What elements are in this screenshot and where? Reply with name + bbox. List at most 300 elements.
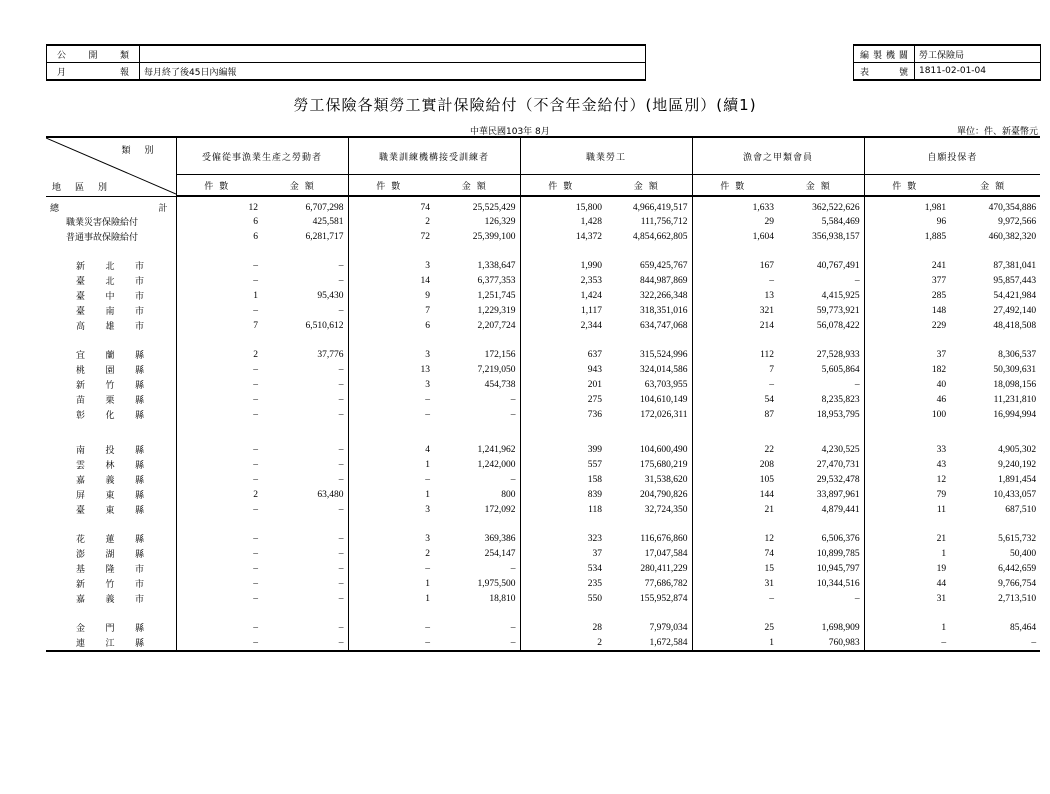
region-label: 臺東縣 — [76, 506, 144, 516]
public-value — [140, 45, 646, 63]
count-cell: 12 — [176, 196, 262, 214]
amount-cell: – — [510, 394, 516, 405]
count-cell: 13 — [348, 362, 434, 377]
spacer-cell — [692, 606, 778, 620]
amount-cell: – — [510, 474, 516, 485]
amount-cell: 6,506,376 — [821, 533, 860, 544]
amount-cell: 172,156 — [484, 349, 516, 360]
row-label — [46, 214, 176, 229]
count-cell: – — [176, 362, 262, 377]
count-cell: – — [176, 576, 262, 591]
spacer-cell — [778, 422, 864, 442]
amount-cell: – — [338, 548, 344, 559]
amount-cell: 17,047,584 — [644, 548, 688, 559]
count-cell: 208 — [692, 457, 778, 472]
amount-cell: 56,078,422 — [816, 320, 860, 331]
row-label — [46, 196, 176, 214]
spacer-cell — [176, 244, 262, 258]
region-label: 南投縣 — [76, 446, 144, 456]
amount-cell: 18,810 — [489, 593, 516, 604]
count-cell: 14 — [348, 273, 434, 288]
count-cell: 79 — [864, 487, 950, 502]
count-cell: 2 — [176, 487, 262, 502]
amount-cell: 5,584,469 — [821, 216, 860, 227]
amount-cell: 9,766,754 — [998, 578, 1037, 589]
count-cell: – — [176, 258, 262, 273]
row-label — [46, 487, 176, 502]
count-cell: 1 — [864, 620, 950, 635]
spacer-cell — [778, 606, 864, 620]
spacer-cell — [520, 422, 606, 442]
spacer-cell — [778, 517, 864, 531]
amount-cell: – — [338, 379, 344, 390]
count-cell: 54 — [692, 392, 778, 407]
count-cell: 1 — [348, 457, 434, 472]
amount-cell: 6,281,717 — [305, 231, 344, 242]
region-label: 臺北市 — [76, 277, 144, 287]
spacer-cell — [262, 333, 348, 347]
spacer-row — [46, 422, 1040, 442]
amount-cell: – — [338, 563, 344, 574]
count-cell: 275 — [520, 392, 606, 407]
amount-cell: – — [434, 635, 520, 651]
amount-header: 金額 — [434, 175, 520, 197]
count-cell: 1 — [692, 635, 778, 651]
corner-region-label: 地區別 — [52, 182, 122, 193]
region-row — [46, 457, 1040, 472]
region-row — [46, 407, 1040, 422]
spacer-cell — [434, 333, 520, 347]
row-label — [46, 392, 176, 407]
count-cell: – — [176, 620, 262, 635]
count-cell: – — [176, 502, 262, 517]
count-header: 件數 — [176, 175, 262, 197]
count-cell: – — [176, 546, 262, 561]
amount-cell: 204,790,826 — [640, 489, 688, 500]
amount-cell: 1,891,454 — [998, 474, 1037, 485]
count-cell: 40 — [864, 377, 950, 392]
count-cell: 31 — [692, 576, 778, 591]
spacer-cell — [692, 422, 778, 442]
amount-cell: 315,524,996 — [640, 349, 688, 360]
amount-cell: 27,528,933 — [816, 349, 860, 360]
spacer-cell — [262, 422, 348, 442]
count-cell: 21 — [864, 531, 950, 546]
amount-cell: – — [338, 305, 344, 316]
amount-cell: – — [510, 409, 516, 420]
count-cell: 21 — [692, 502, 778, 517]
count-cell: – — [176, 531, 262, 546]
amount-cell: 40,767,491 — [816, 260, 860, 271]
row-label — [46, 442, 176, 457]
count-cell: 19 — [864, 561, 950, 576]
region-row — [46, 561, 1040, 576]
amount-cell: 7,979,034 — [649, 622, 688, 633]
row-label — [46, 576, 176, 591]
region-row — [46, 502, 1040, 517]
count-cell: – — [176, 591, 262, 606]
amount-cell: – — [338, 622, 344, 633]
count-cell: 96 — [864, 214, 950, 229]
amount-cell: – — [338, 409, 344, 420]
amount-cell: 27,470,731 — [816, 459, 860, 470]
amount-cell: 1,338,647 — [477, 260, 516, 271]
report-info-left — [46, 44, 646, 81]
region-label: 彰化縣 — [76, 411, 144, 421]
amount-header: 金額 — [950, 175, 1040, 197]
spacer-cell — [46, 422, 176, 442]
amount-cell: 104,600,490 — [640, 444, 688, 455]
count-cell: – — [692, 591, 778, 606]
amount-cell: 254,147 — [484, 548, 516, 559]
spacer-cell — [606, 606, 692, 620]
amount-cell: 175,680,219 — [640, 459, 688, 470]
region-row — [46, 273, 1040, 288]
spacer-cell — [606, 333, 692, 347]
amount-cell: 844,987,869 — [640, 275, 688, 286]
count-cell: 323 — [520, 531, 606, 546]
count-cell: 12 — [864, 472, 950, 487]
count-cell: 33 — [864, 442, 950, 457]
count-cell: 1 — [348, 591, 434, 606]
count-cell: – — [176, 442, 262, 457]
count-cell: 1 — [348, 487, 434, 502]
form-label: 表號 — [854, 63, 915, 81]
count-cell: 1 — [176, 288, 262, 303]
amount-cell: 29,532,478 — [816, 474, 860, 485]
total-label: 總計 — [50, 203, 168, 214]
amount-cell: 172,026,311 — [640, 409, 688, 420]
region-row — [46, 546, 1040, 561]
count-cell: 1,424 — [520, 288, 606, 303]
count-cell: 6 — [176, 214, 262, 229]
row-label — [46, 591, 176, 606]
row-label — [46, 472, 176, 487]
count-cell: – — [348, 635, 434, 651]
amount-cell: 4,905,302 — [998, 444, 1037, 455]
table-body — [46, 196, 1040, 651]
spacer-cell — [176, 517, 262, 531]
amount-cell: 1,251,745 — [477, 290, 516, 301]
count-cell: – — [176, 273, 262, 288]
count-header: 件數 — [348, 175, 434, 197]
count-cell: 46 — [864, 392, 950, 407]
spacer-cell — [864, 244, 950, 258]
count-cell: 214 — [692, 318, 778, 333]
amount-cell: 10,433,057 — [993, 489, 1037, 500]
row-label — [46, 531, 176, 546]
subheader-row — [46, 175, 1040, 197]
spacer-cell — [692, 517, 778, 531]
corner-category-label: 類別 — [121, 146, 168, 156]
row-label — [46, 407, 176, 422]
amount-cell: 760,983 — [778, 635, 864, 651]
amount-cell: – — [262, 635, 348, 651]
spacer-cell — [692, 244, 778, 258]
amount-cell: 31,538,620 — [644, 474, 688, 485]
amount-cell: 9,972,566 — [998, 216, 1037, 227]
amount-cell: – — [338, 275, 344, 286]
count-cell: 1,885 — [864, 229, 950, 244]
amount-cell: 25,525,429 — [472, 202, 516, 213]
spacer-cell — [950, 606, 1040, 620]
amount-cell: 369,386 — [484, 533, 516, 544]
amount-cell: 425,581 — [312, 216, 344, 227]
amount-cell: 362,522,626 — [812, 202, 860, 213]
region-row — [46, 303, 1040, 318]
count-cell: 839 — [520, 487, 606, 502]
amount-cell: 4,854,662,805 — [632, 231, 688, 242]
count-cell: 2 — [348, 546, 434, 561]
spacer-cell — [434, 517, 520, 531]
count-cell: 3 — [348, 377, 434, 392]
period-value: 每月終了後45日內編報 — [140, 63, 646, 81]
amount-cell: 659,425,767 — [640, 260, 688, 271]
total-row — [46, 196, 1040, 214]
row-label — [46, 620, 176, 635]
form-value: 1811-02-01-04 — [915, 63, 1041, 81]
amount-cell: – — [338, 364, 344, 375]
region-row — [46, 531, 1040, 546]
row-label — [46, 258, 176, 273]
amount-cell: 104,610,149 — [640, 394, 688, 405]
amount-cell: 18,098,156 — [993, 379, 1037, 390]
amount-cell: 1,241,962 — [477, 444, 516, 455]
amount-cell: 10,899,785 — [816, 548, 860, 559]
count-cell: 7 — [176, 318, 262, 333]
row-label — [46, 347, 176, 362]
region-label: 臺中市 — [76, 292, 144, 302]
region-label: 高雄市 — [76, 322, 144, 332]
count-cell: 44 — [864, 576, 950, 591]
benefits-table — [46, 136, 1040, 652]
amount-cell: 4,966,419,517 — [632, 202, 688, 213]
amount-cell: 318,351,016 — [640, 305, 688, 316]
count-cell: 148 — [864, 303, 950, 318]
amount-cell: 32,724,350 — [644, 504, 688, 515]
count-cell: 13 — [692, 288, 778, 303]
row-label — [46, 303, 176, 318]
count-cell: 2 — [348, 214, 434, 229]
row-label — [46, 377, 176, 392]
count-cell: 229 — [864, 318, 950, 333]
count-cell: 118 — [520, 502, 606, 517]
amount-cell: 4,230,525 — [821, 444, 860, 455]
region-row — [46, 377, 1040, 392]
spacer-cell — [46, 517, 176, 531]
region-row — [46, 318, 1040, 333]
amount-cell: – — [338, 533, 344, 544]
count-cell: – — [176, 392, 262, 407]
row-label — [46, 546, 176, 561]
region-row — [46, 620, 1040, 635]
spacer-cell — [348, 244, 434, 258]
report-info-right — [853, 44, 1041, 81]
count-cell: 399 — [520, 442, 606, 457]
amount-cell: – — [854, 593, 860, 604]
spacer-cell — [434, 244, 520, 258]
count-cell: 534 — [520, 561, 606, 576]
row-label — [46, 502, 176, 517]
group-header: 受僱從事漁業生產之勞動者 — [176, 137, 348, 175]
spacer-cell — [348, 606, 434, 620]
amount-cell: 9,240,192 — [998, 459, 1037, 470]
count-cell: 4 — [348, 442, 434, 457]
category-row — [46, 214, 1040, 229]
amount-cell: – — [338, 459, 344, 470]
amount-cell: 454,738 — [484, 379, 516, 390]
count-cell: 74 — [348, 196, 434, 214]
amount-cell: 2,207,724 — [477, 320, 516, 331]
row-label — [46, 635, 176, 651]
amount-cell: 77,686,782 — [644, 578, 688, 589]
count-cell: 167 — [692, 258, 778, 273]
region-row — [46, 635, 1040, 651]
spacer-cell — [176, 422, 262, 442]
amount-cell: 6,377,353 — [477, 275, 516, 286]
spacer-row — [46, 244, 1040, 258]
spacer-cell — [778, 244, 864, 258]
spacer-cell — [950, 517, 1040, 531]
spacer-row — [46, 517, 1040, 531]
spacer-cell — [348, 517, 434, 531]
spacer-cell — [606, 422, 692, 442]
amount-cell: – — [338, 504, 344, 515]
count-cell: 37 — [520, 546, 606, 561]
region-label: 嘉義縣 — [76, 476, 144, 486]
amount-header: 金額 — [606, 175, 692, 197]
spacer-cell — [778, 333, 864, 347]
row-label — [46, 457, 176, 472]
count-cell: – — [692, 273, 778, 288]
category-row — [46, 229, 1040, 244]
count-header: 件數 — [864, 175, 950, 197]
spacer-cell — [262, 606, 348, 620]
count-cell: 550 — [520, 591, 606, 606]
region-label: 連江縣 — [76, 639, 144, 649]
count-cell: 1,990 — [520, 258, 606, 273]
amount-cell: 8,235,823 — [821, 394, 860, 405]
count-cell: 74 — [692, 546, 778, 561]
count-cell: 43 — [864, 457, 950, 472]
amount-cell: 4,879,441 — [821, 504, 860, 515]
count-cell: 7 — [348, 303, 434, 318]
amount-cell: 63,480 — [317, 489, 344, 500]
region-label: 雲林縣 — [76, 461, 144, 471]
count-cell: 100 — [864, 407, 950, 422]
count-cell: 15,800 — [520, 196, 606, 214]
category-label: 普通事故保險給付 — [66, 233, 139, 243]
amount-cell: 87,381,041 — [993, 260, 1037, 271]
amount-cell: – — [510, 563, 516, 574]
amount-cell: – — [338, 260, 344, 271]
count-cell: 72 — [348, 229, 434, 244]
amount-cell: 322,266,348 — [640, 290, 688, 301]
spacer-cell — [348, 422, 434, 442]
region-label: 嘉義市 — [76, 595, 144, 605]
count-cell: 158 — [520, 472, 606, 487]
spacer-cell — [950, 333, 1040, 347]
region-label: 新北市 — [76, 262, 144, 272]
count-cell: – — [176, 472, 262, 487]
amount-cell: 1,975,500 — [477, 578, 516, 589]
count-cell: – — [864, 635, 950, 651]
row-label — [46, 273, 176, 288]
count-cell: 3 — [348, 258, 434, 273]
amount-cell: 1,242,000 — [477, 459, 516, 470]
amount-cell: 18,953,795 — [816, 409, 860, 420]
amount-cell: 48,418,508 — [993, 320, 1037, 331]
region-label: 桃園縣 — [76, 366, 144, 376]
count-cell: 1 — [348, 576, 434, 591]
region-label: 臺南市 — [76, 307, 144, 317]
amount-cell: 6,707,298 — [305, 202, 344, 213]
count-cell: 112 — [692, 347, 778, 362]
amount-cell: 2,713,510 — [998, 593, 1037, 604]
amount-cell: – — [338, 394, 344, 405]
amount-cell: 5,605,864 — [821, 364, 860, 375]
spacer-cell — [520, 244, 606, 258]
row-label — [46, 288, 176, 303]
count-cell: – — [348, 561, 434, 576]
count-header: 件數 — [692, 175, 778, 197]
unit-label: 單位：件、新臺幣元 — [956, 127, 1038, 137]
amount-cell: 155,952,874 — [640, 593, 688, 604]
public-label: 公開類 — [47, 45, 140, 63]
amount-cell: 6,442,659 — [998, 563, 1037, 574]
amount-cell: 116,676,860 — [640, 533, 688, 544]
spacer-cell — [606, 517, 692, 531]
amount-cell: 95,430 — [317, 290, 344, 301]
amount-cell: 1,229,319 — [477, 305, 516, 316]
count-cell: 6 — [176, 229, 262, 244]
amount-cell: 37,776 — [317, 349, 344, 360]
amount-header: 金額 — [262, 175, 348, 197]
count-cell: – — [348, 620, 434, 635]
row-label — [46, 318, 176, 333]
region-label: 澎湖縣 — [76, 550, 144, 560]
region-row — [46, 362, 1040, 377]
region-row — [46, 258, 1040, 273]
amount-cell: – — [338, 474, 344, 485]
amount-cell: 6,510,612 — [305, 320, 344, 331]
count-cell: 1,981 — [864, 196, 950, 214]
amount-cell: 324,014,586 — [640, 364, 688, 375]
amount-cell: 5,615,732 — [998, 533, 1037, 544]
region-row — [46, 392, 1040, 407]
amount-cell: – — [854, 379, 860, 390]
group-header: 漁會之甲類會員 — [692, 137, 864, 175]
table-corner — [46, 137, 176, 196]
region-label: 苗栗縣 — [76, 396, 144, 406]
period-label: 月報 — [47, 63, 140, 81]
amount-cell: 356,938,157 — [812, 231, 860, 242]
region-label: 基隆市 — [76, 565, 144, 575]
count-cell: 2,353 — [520, 273, 606, 288]
spacer-cell — [864, 422, 950, 442]
count-cell: 285 — [864, 288, 950, 303]
count-cell: 321 — [692, 303, 778, 318]
agency-value: 勞工保險局 — [915, 45, 1041, 63]
spacer-cell — [864, 333, 950, 347]
region-label: 新竹市 — [76, 580, 144, 590]
amount-cell: 687,510 — [1005, 504, 1037, 515]
region-label: 宜蘭縣 — [76, 351, 144, 361]
count-cell: 1,633 — [692, 196, 778, 214]
spacer-cell — [348, 333, 434, 347]
count-cell: 1,428 — [520, 214, 606, 229]
amount-cell: 280,411,229 — [640, 563, 688, 574]
